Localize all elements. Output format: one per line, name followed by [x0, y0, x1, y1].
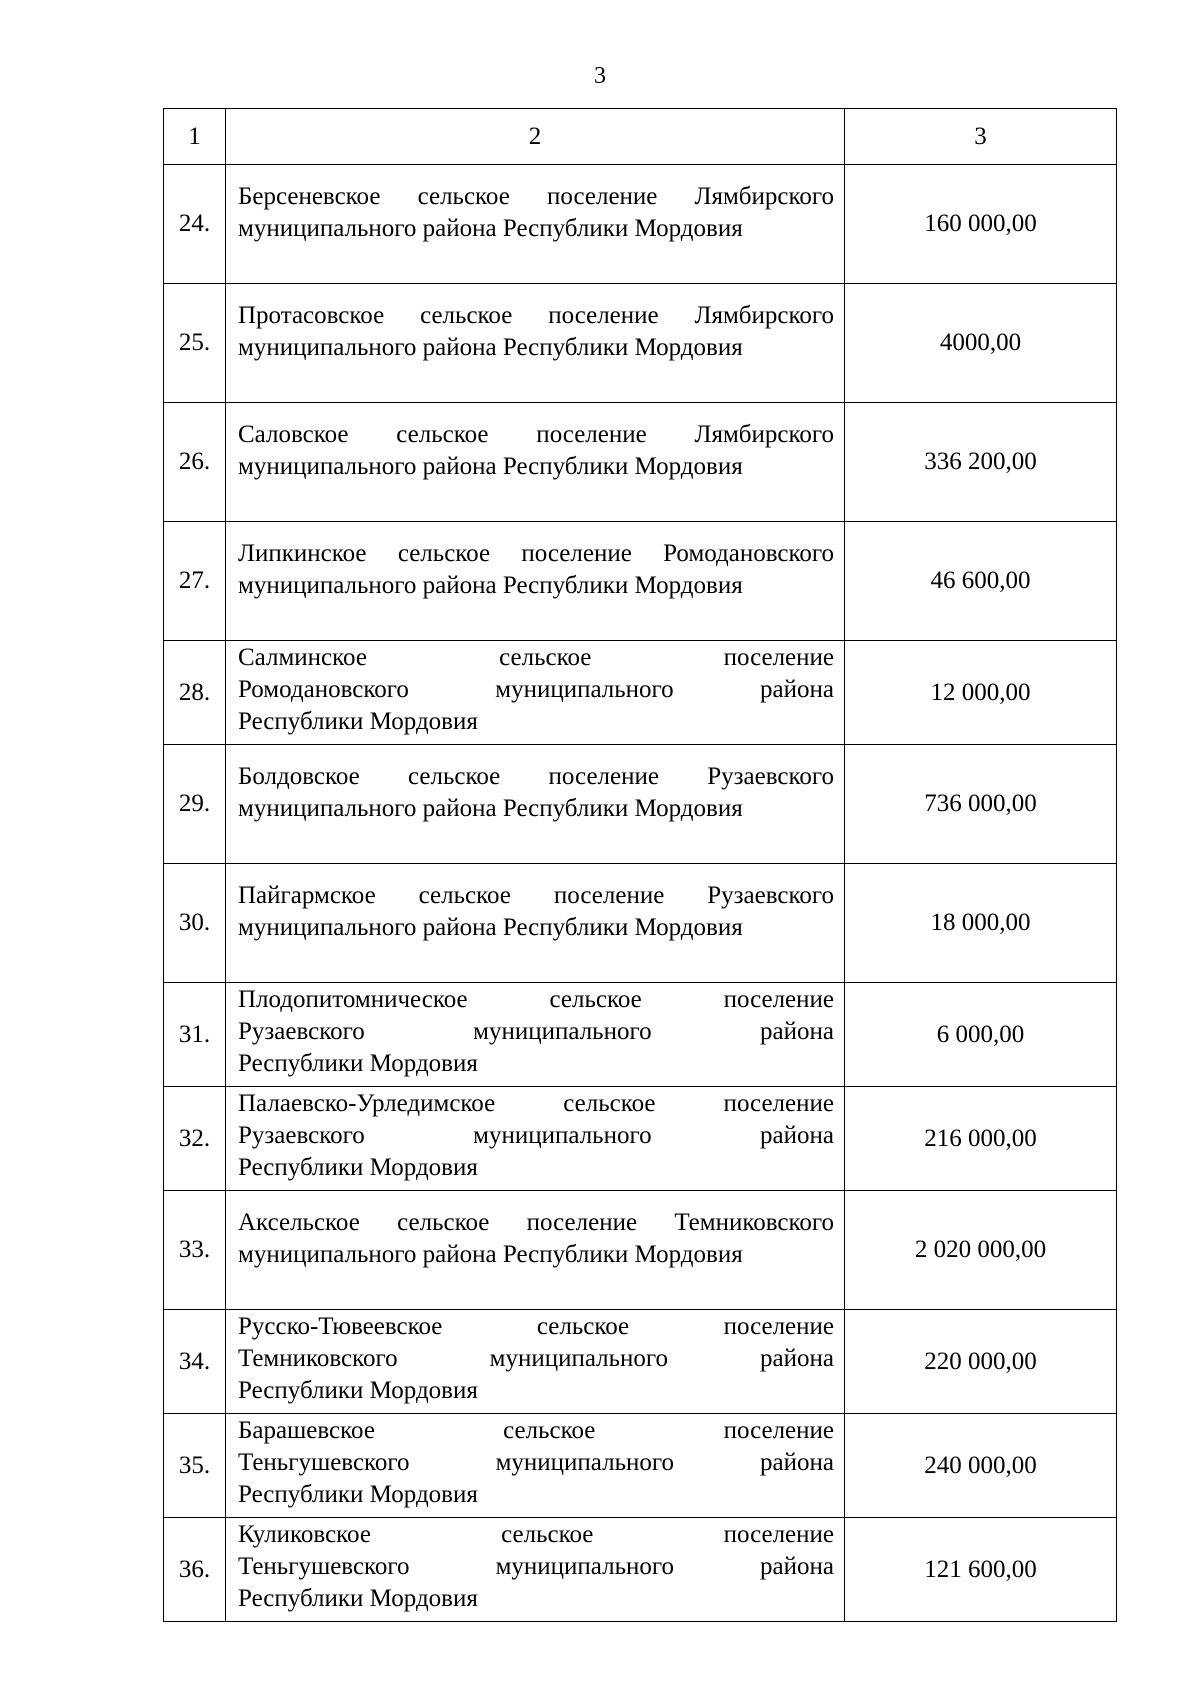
amount-value: 240 000,00: [845, 1414, 1117, 1518]
settlement-name: [226, 745, 845, 864]
row-number: 24.: [164, 165, 226, 284]
row-number: 32.: [164, 1087, 226, 1191]
settlement-name: [226, 284, 845, 403]
settlement-name-line: Русско-Тювеевское сельское поселение: [238, 1313, 834, 1340]
settlement-name-line: Республики Мордовия: [238, 1585, 478, 1612]
settlement-name-line: Ромодановского муниципального района: [238, 676, 834, 703]
table-row: [164, 284, 1117, 403]
settlement-name-line: Аксельское сельское поселение Темниковского: [238, 1209, 834, 1236]
settlement-name-line: муниципального района Республики Мордовия: [238, 572, 743, 599]
table-row: [164, 1310, 1117, 1414]
settlement-name: [226, 864, 845, 983]
row-number: 35.: [164, 1414, 226, 1518]
table-row: [164, 641, 1117, 745]
amount-value: 736 000,00: [845, 745, 1117, 864]
amount-value: 4000,00: [845, 284, 1117, 403]
settlement-name: [226, 983, 845, 1087]
amount-value: 336 200,00: [845, 403, 1117, 522]
settlement-name-line: Палаевско-Урледимское сельское поселение: [238, 1090, 834, 1117]
row-number: 26.: [164, 403, 226, 522]
row-number: 25.: [164, 284, 226, 403]
table-row: [164, 522, 1117, 641]
table-row: [164, 1518, 1117, 1622]
settlement-name-line: муниципального района Республики Мордовия: [238, 334, 743, 361]
row-number: 31.: [164, 983, 226, 1087]
settlement-name-line: Рузаевского муниципального района: [238, 1018, 834, 1045]
page-number: 3: [594, 63, 606, 89]
column-header-amount: 3: [845, 109, 1117, 165]
row-number: 28.: [164, 641, 226, 745]
amount-value: 2 020 000,00: [845, 1191, 1117, 1310]
settlement-name-line: Республики Мордовия: [238, 1050, 478, 1077]
settlement-name-line: Саловское сельское поселение Лямбирского: [238, 421, 834, 448]
settlement-name-line: Барашевское сельское поселение: [238, 1417, 834, 1444]
table-row: [164, 403, 1117, 522]
settlement-name-line: Республики Мордовия: [238, 1481, 478, 1508]
settlement-name-line: муниципального района Республики Мордовия: [238, 914, 743, 941]
table-row: [164, 1191, 1117, 1310]
settlement-name: [226, 522, 845, 641]
settlement-name: [226, 1518, 845, 1622]
row-number: 34.: [164, 1310, 226, 1414]
settlement-name-line: Республики Мордовия: [238, 708, 478, 735]
table-row: [164, 1414, 1117, 1518]
settlement-name-line: муниципального района Республики Мордовия: [238, 453, 743, 480]
settlement-name: [226, 1310, 845, 1414]
amount-value: 216 000,00: [845, 1087, 1117, 1191]
row-number: 36.: [164, 1518, 226, 1622]
amount-value: 160 000,00: [845, 165, 1117, 284]
settlement-name-line: Салминское сельское поселение: [238, 644, 834, 671]
column-header-number: 1: [164, 109, 226, 165]
table-row: [164, 1087, 1117, 1191]
settlement-name-line: Теньгушевского муниципального района: [238, 1449, 834, 1476]
settlement-name-line: муниципального района Республики Мордовия: [238, 215, 743, 242]
settlement-name-line: Куликовское сельское поселение: [238, 1521, 834, 1548]
settlement-name-line: Липкинское сельское поселение Ромодановского: [238, 540, 834, 567]
settlement-name-line: муниципального района Республики Мордовия: [238, 795, 743, 822]
settlement-name: [226, 641, 845, 745]
settlement-name-line: Республики Мордовия: [238, 1377, 478, 1404]
settlement-name: [226, 1087, 845, 1191]
amount-value: 6 000,00: [845, 983, 1117, 1087]
settlement-name-line: Теньгушевского муниципального района: [238, 1553, 834, 1580]
amount-value: 18 000,00: [845, 864, 1117, 983]
amount-value: 121 600,00: [845, 1518, 1117, 1622]
row-number: 30.: [164, 864, 226, 983]
settlement-name-line: Темниковского муниципального района: [238, 1345, 834, 1372]
table-row: [164, 983, 1117, 1087]
settlement-name-line: Протасовское сельское поселение Лямбирского: [238, 302, 834, 329]
row-number: 27.: [164, 522, 226, 641]
settlement-name-line: Пайгармское сельское поселение Рузаевского: [238, 882, 834, 909]
row-number: 33.: [164, 1191, 226, 1310]
table-row: [164, 864, 1117, 983]
settlement-name-line: Республики Мордовия: [238, 1154, 478, 1181]
settlement-name-line: муниципального района Республики Мордовия: [238, 1241, 743, 1268]
table-row: [164, 745, 1117, 864]
column-header-name: 2: [226, 109, 845, 165]
settlement-name: [226, 1191, 845, 1310]
settlement-name: [226, 403, 845, 522]
settlement-name: [226, 1414, 845, 1518]
amount-value: 220 000,00: [845, 1310, 1117, 1414]
settlement-name-line: Берсеневское сельское поселение Лямбирского: [238, 183, 834, 210]
settlement-name-line: Болдовское сельское поселение Рузаевского: [238, 763, 834, 790]
table-body: [164, 165, 1117, 1622]
settlement-name: [226, 165, 845, 284]
amount-value: 12 000,00: [845, 641, 1117, 745]
allocation-table: [163, 108, 1117, 1622]
settlement-name-line: Плодопитомническое сельское поселение: [238, 986, 834, 1013]
row-number: 29.: [164, 745, 226, 864]
table-row: [164, 165, 1117, 284]
settlement-name-line: Рузаевского муниципального района: [238, 1122, 834, 1149]
amount-value: 46 600,00: [845, 522, 1117, 641]
table-header-row: [164, 109, 1117, 165]
